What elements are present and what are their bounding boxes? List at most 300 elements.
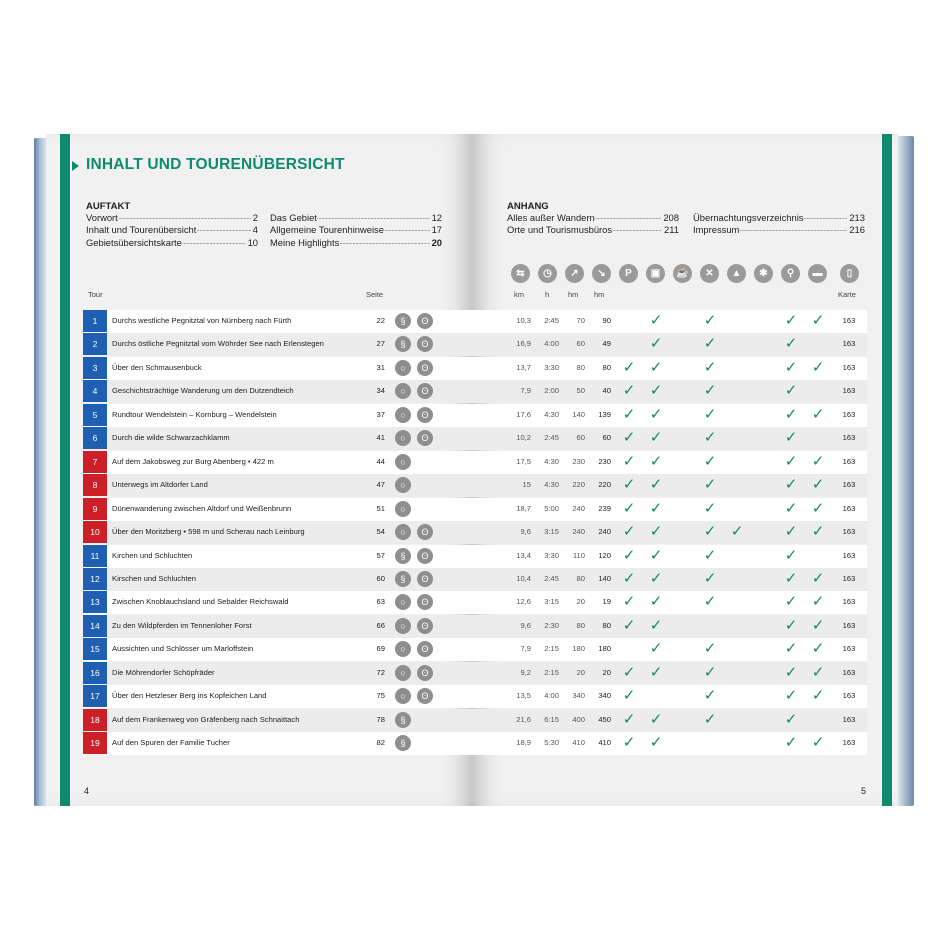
table-row[interactable]: [83, 662, 867, 685]
check-icon: ✓: [811, 687, 825, 705]
tour-km: 7,9: [520, 386, 531, 396]
tour-down: 180: [598, 644, 611, 654]
toc-entry[interactable]: Das Gebiet ..... 12: [270, 212, 442, 224]
tour-up: 140: [572, 409, 585, 419]
check-icon: ✓: [622, 687, 636, 705]
check-icon: ✓: [784, 405, 798, 423]
check-icon: ✓: [811, 663, 825, 681]
bear-icon: ʘ: [417, 336, 433, 352]
tour-name: Unterwegs im Altdorfer Land: [112, 480, 208, 490]
tour-down: 230: [598, 456, 611, 466]
table-row[interactable]: [83, 685, 867, 708]
toc-entry[interactable]: Allgemeine Tourenhinweise ..... 17: [270, 224, 442, 236]
check-icon: ✓: [649, 358, 663, 376]
check-icon: ✓: [703, 499, 717, 517]
tour-map: 163: [842, 409, 856, 419]
tour-page: 69: [376, 644, 385, 654]
check-icon: ✓: [622, 523, 636, 541]
bear-icon: ʘ: [417, 360, 433, 376]
tour-h: 4:00: [544, 691, 559, 701]
tour-name: Über den Moritzberg • 598 m und Scherau nach Leinburg: [112, 527, 305, 537]
check-icon: ✓: [703, 429, 717, 447]
tour-up: 340: [572, 691, 585, 701]
tour-page: 78: [376, 714, 385, 724]
check-icon: ✓: [784, 312, 798, 329]
tour-number: 17: [83, 685, 107, 707]
tour-h: 3:15: [544, 527, 559, 537]
check-icon: ✓: [784, 546, 798, 564]
parking-icon: P: [619, 264, 638, 283]
tour-up: 60: [576, 339, 585, 349]
tour-up: 410: [572, 738, 585, 748]
anhang-col1: [507, 212, 679, 237]
check-icon: ✓: [703, 546, 717, 564]
tour-name: Dünenwanderung zwischen Altdorf und Weißenbrunn: [112, 503, 292, 513]
tour-number: 14: [83, 615, 107, 637]
tour-up: 220: [572, 480, 585, 490]
check-icon: ✓: [784, 663, 798, 681]
family-icon: §: [395, 735, 411, 751]
check-icon: ✓: [622, 358, 636, 376]
check-icon: ✓: [649, 429, 663, 447]
hm-down-col-header: hm: [594, 290, 605, 299]
toc-entry[interactable]: Impressum ..... 216: [693, 224, 865, 236]
check-icon: ✓: [811, 734, 825, 752]
tour-page: 34: [376, 386, 385, 396]
tour-up: 240: [572, 527, 585, 537]
tour-page: 31: [376, 362, 385, 372]
tour-map: 163: [842, 386, 856, 396]
check-icon: ✓: [784, 335, 798, 353]
tour-map: 163: [842, 597, 856, 607]
km-col-header: km: [514, 290, 524, 299]
check-icon: ✓: [622, 452, 636, 470]
check-icon: ✓: [622, 569, 636, 587]
check-icon: ✓: [649, 499, 663, 517]
check-icon: ✓: [703, 523, 717, 541]
hm-up-col-header: hm: [568, 290, 579, 299]
tour-down: 139: [598, 409, 611, 419]
check-icon: ✓: [622, 546, 636, 564]
check-icon: ✓: [703, 452, 717, 470]
table-row[interactable]: [83, 427, 867, 450]
tour-up: 80: [576, 573, 585, 583]
check-icon: ✓: [703, 593, 717, 611]
check-icon: ✓: [703, 569, 717, 587]
bear-icon: ʘ: [417, 407, 433, 423]
check-icon: ✓: [784, 687, 798, 705]
check-icon: ✓: [811, 312, 825, 329]
tour-h: 4:30: [544, 456, 559, 466]
auftakt-col1: [86, 212, 258, 249]
tour-number: 2: [83, 333, 107, 355]
tour-page: 82: [376, 738, 385, 748]
tour-page: 47: [376, 480, 385, 490]
ascent-icon: ↗: [565, 264, 584, 283]
table-row[interactable]: [83, 404, 867, 427]
tour-page: 51: [376, 503, 385, 513]
circle-icon: ○: [395, 688, 411, 704]
tour-up: 50: [576, 386, 585, 396]
tour-km: 13,4: [516, 550, 531, 560]
descent-icon: ↘: [592, 264, 611, 283]
tour-h: 2:00: [544, 386, 559, 396]
tour-number: 8: [83, 474, 107, 496]
table-row[interactable]: [83, 474, 867, 497]
check-icon: ✓: [649, 382, 663, 400]
tour-down: 40: [602, 386, 611, 396]
check-icon: ✓: [784, 429, 798, 447]
tour-page: 27: [376, 339, 385, 349]
tour-up: 110: [572, 550, 585, 560]
toc-entry[interactable]: Inhalt und Tourenübersicht ..... 4: [86, 224, 258, 236]
toc-entry[interactable]: Orte und Tourismusbüros ..... 211: [507, 224, 679, 236]
tour-down: 60: [602, 433, 611, 443]
tour-map: 163: [842, 691, 856, 701]
check-icon: ✓: [784, 710, 798, 728]
check-icon: ✓: [703, 663, 717, 681]
left-green-bar: [60, 134, 70, 806]
check-icon: ✓: [622, 429, 636, 447]
check-icon: ✓: [703, 687, 717, 705]
right-green-bar: [882, 134, 892, 806]
tour-down: 120: [598, 550, 611, 560]
bear-icon: ʘ: [417, 688, 433, 704]
check-icon: ✓: [649, 523, 663, 541]
check-icon: ✓: [649, 640, 663, 658]
summit-icon: ▲: [727, 264, 746, 283]
tour-page: 22: [376, 316, 385, 325]
check-icon: ✓: [649, 452, 663, 470]
tour-page: 54: [376, 527, 385, 537]
check-icon: ✓: [703, 476, 717, 494]
tour-h: 2:30: [544, 620, 559, 630]
check-icon: ✓: [622, 710, 636, 728]
right-page-edges: [896, 136, 914, 806]
restaurant-icon: ☕: [673, 264, 692, 283]
tour-name: Die Möhrendorfer Schöpfräder: [112, 667, 215, 677]
circle-icon: ○: [395, 430, 411, 446]
tour-number: 19: [83, 732, 107, 754]
tour-name: Über den Schmausenbuck: [112, 362, 202, 372]
check-icon: ✓: [784, 616, 798, 634]
table-row[interactable]: [83, 638, 867, 661]
tour-h: 4:30: [544, 409, 559, 419]
family-icon: §: [395, 336, 411, 352]
check-icon: ✓: [784, 476, 798, 494]
tour-number: 18: [83, 709, 107, 731]
tour-map: 163: [842, 503, 856, 513]
tour-number: 12: [83, 568, 107, 590]
check-icon: ✓: [703, 382, 717, 400]
tour-name: Zu den Wildpferden im Tennenloher Forst: [112, 620, 252, 630]
tour-h: 5:00: [544, 503, 559, 513]
tour-down: 80: [602, 620, 611, 630]
table-row[interactable]: [83, 498, 867, 521]
tour-km: 10,3: [516, 316, 531, 325]
toc-entry[interactable]: Alles außer Wandern ..... 208: [507, 212, 679, 224]
bear-icon: ʘ: [417, 641, 433, 657]
check-icon: ✓: [784, 358, 798, 376]
tour-up: 230: [572, 456, 585, 466]
tour-up: 70: [576, 316, 585, 325]
check-icon: ✓: [811, 358, 825, 376]
tour-name: Auf den Spuren der Familie Tucher: [112, 738, 230, 748]
karte-col-header: Karte: [838, 290, 856, 299]
check-icon: ✓: [784, 523, 798, 541]
tour-page: 63: [376, 597, 385, 607]
tour-map: 163: [842, 456, 856, 466]
tour-number: 3: [83, 357, 107, 379]
tour-name: Kirchen und Schluchten: [112, 550, 193, 560]
tour-down: 80: [602, 362, 611, 372]
tour-down: 49: [602, 339, 611, 349]
check-icon: ✓: [703, 335, 717, 353]
tour-name: Durchs westliche Pegnitztal von Nürnberg nach Fürth: [112, 316, 292, 325]
tour-name: Aussichten und Schlösser um Marloffstein: [112, 644, 254, 654]
tour-down: 90: [602, 316, 611, 325]
bear-icon: ʘ: [417, 665, 433, 681]
circle-icon: ○: [395, 501, 411, 517]
circle-icon: ○: [395, 383, 411, 399]
anhang-heading: ANHANG: [507, 201, 549, 212]
tour-km: 21,6: [516, 714, 531, 724]
bear-icon: ʘ: [417, 430, 433, 446]
check-icon: ✓: [703, 312, 717, 329]
tour-up: 60: [576, 433, 585, 443]
check-icon: ✓: [622, 499, 636, 517]
check-icon: ✓: [649, 546, 663, 564]
check-icon: ✓: [811, 405, 825, 423]
signpost-icon: ⇆: [511, 264, 530, 283]
check-icon: ✓: [784, 640, 798, 658]
tour-down: 239: [598, 503, 611, 513]
tour-down: 450: [598, 714, 611, 724]
tour-h: 3:15: [544, 597, 559, 607]
tour-map: 163: [842, 620, 856, 630]
tour-map: 163: [842, 644, 856, 654]
check-icon: ✓: [784, 734, 798, 752]
tour-page: 72: [376, 667, 385, 677]
family-icon: §: [395, 313, 411, 329]
tour-up: 400: [572, 714, 585, 724]
tour-up: 80: [576, 362, 585, 372]
tour-number: 10: [83, 521, 107, 543]
tour-name: Zwischen Knoblauchsland und Sebalder Reichswald: [112, 597, 289, 607]
family-icon: §: [395, 548, 411, 564]
table-row[interactable]: [83, 732, 867, 755]
clock-icon: ◷: [538, 264, 557, 283]
check-icon: ✓: [649, 663, 663, 681]
check-icon: ✓: [703, 405, 717, 423]
tour-name: Auf dem Frankenweg von Gräfenberg nach Schnaittach: [112, 714, 300, 724]
tour-up: 20: [576, 667, 585, 677]
tour-km: 13,5: [516, 691, 531, 701]
tour-page: 75: [376, 691, 385, 701]
tour-name: Auf dem Jakobsweg zur Burg Abenberg • 422 m: [112, 456, 274, 466]
tour-number: 9: [83, 498, 107, 520]
check-icon: ✓: [649, 335, 663, 353]
tour-h: 2:15: [544, 667, 559, 677]
check-icon: ✓: [730, 523, 744, 541]
tour-h: 4:00: [544, 339, 559, 349]
tour-number: 16: [83, 662, 107, 684]
tour-km: 18,9: [516, 738, 531, 748]
tour-page: 66: [376, 620, 385, 630]
tour-name: Geschichtsträchtige Wanderung um den Dutzendteich: [112, 386, 294, 396]
table-row[interactable]: [83, 591, 867, 614]
tour-up: 80: [576, 620, 585, 630]
check-icon: ✓: [784, 499, 798, 517]
tour-map: 163: [842, 738, 856, 748]
tour-name: Kirschen und Schluchten: [112, 573, 197, 583]
tour-map: 163: [842, 573, 856, 583]
check-icon: ✓: [811, 569, 825, 587]
tour-page: 37: [376, 409, 385, 419]
tour-map: 163: [842, 362, 856, 372]
tour-number: 15: [83, 638, 107, 660]
toc-entry[interactable]: Vorwort ..... 2: [86, 212, 258, 224]
circle-icon: ○: [395, 477, 411, 493]
check-icon: ✓: [811, 593, 825, 611]
tour-number: 1: [83, 310, 107, 332]
bear-icon: ʘ: [417, 618, 433, 634]
tour-h: 6:15: [544, 714, 559, 724]
check-icon: ✓: [622, 616, 636, 634]
tour-km: 7,9: [520, 644, 531, 654]
tour-name: Rundtour Wendelstein – Kornburg – Wendelstein: [112, 409, 277, 419]
anhang-col2: [693, 212, 865, 237]
tour-down: 410: [598, 738, 611, 748]
tour-name: Über den Hetzleser Berg ins Kopfeichen Land: [112, 691, 267, 701]
check-icon: ✓: [811, 616, 825, 634]
tour-page: 41: [376, 433, 385, 443]
tour-down: 140: [598, 573, 611, 583]
check-icon: ✓: [784, 452, 798, 470]
table-row[interactable]: [83, 709, 867, 732]
table-row[interactable]: [83, 451, 867, 474]
check-icon: ✓: [649, 405, 663, 423]
tour-map: 163: [842, 714, 856, 724]
stroller-icon: ▬: [808, 264, 827, 283]
tour-page: 60: [376, 573, 385, 583]
tour-name: Durchs östliche Pegnitztal vom Wöhrder See nach Erlenstegen: [112, 339, 324, 349]
bicycle-icon: ⚲: [781, 264, 800, 283]
table-row[interactable]: [83, 310, 867, 333]
tour-up: 180: [572, 644, 585, 654]
family-icon: §: [395, 571, 411, 587]
table-row[interactable]: [83, 545, 867, 568]
tour-down: 340: [598, 691, 611, 701]
check-icon: ✓: [811, 476, 825, 494]
tour-map: 163: [842, 550, 856, 560]
table-row[interactable]: [83, 380, 867, 403]
tour-h: 5:30: [544, 738, 559, 748]
circle-icon: ○: [395, 454, 411, 470]
check-icon: ✓: [649, 593, 663, 611]
tour-km: 9,2: [520, 667, 531, 677]
tour-map: 163: [842, 316, 856, 325]
tour-h: 2:15: [544, 644, 559, 654]
circle-icon: ○: [395, 524, 411, 540]
tour-h: 2:45: [544, 573, 559, 583]
h-col-header: h: [545, 290, 550, 299]
circle-icon: ○: [395, 641, 411, 657]
circle-icon: ○: [395, 618, 411, 634]
bear-icon: ʘ: [417, 548, 433, 564]
check-icon: ✓: [622, 382, 636, 400]
map-icon: ▯: [840, 264, 859, 283]
right-page-number: 5: [861, 786, 867, 796]
tour-h: 3:30: [544, 362, 559, 372]
tour-km: 12,6: [516, 597, 531, 607]
tour-number: 7: [83, 451, 107, 473]
tour-km: 18,7: [516, 503, 531, 513]
tour-km: 15: [522, 480, 531, 490]
tour-up: 240: [572, 503, 585, 513]
auftakt-heading: AUFTAKT: [86, 201, 131, 212]
bear-icon: ʘ: [417, 571, 433, 587]
check-icon: ✓: [622, 405, 636, 423]
tour-col-header: Tour: [88, 290, 103, 299]
check-icon: ✓: [784, 569, 798, 587]
tour-number: 11: [83, 545, 107, 567]
check-icon: ✓: [703, 358, 717, 376]
tour-up: 20: [576, 597, 585, 607]
left-page-number: 4: [84, 786, 90, 796]
check-icon: ✓: [811, 499, 825, 517]
toc-entry[interactable]: Übernachtungsverzeichnis ..... 213: [693, 212, 865, 224]
tour-h: 2:45: [544, 316, 559, 325]
bear-icon: ʘ: [417, 594, 433, 610]
check-icon: ✓: [649, 616, 663, 634]
tour-page: 57: [376, 550, 385, 560]
check-icon: ✓: [649, 476, 663, 494]
toc-entry[interactable]: Gebietsübersichtskarte ..... 10: [86, 237, 258, 249]
tour-km: 10,2: [516, 433, 531, 443]
bear-icon: ʘ: [417, 383, 433, 399]
tour-map: 163: [842, 667, 856, 677]
table-row[interactable]: [83, 521, 867, 544]
bear-icon: ʘ: [417, 524, 433, 540]
check-icon: ✓: [622, 593, 636, 611]
table-row[interactable]: [83, 333, 867, 356]
check-icon: ✓: [811, 640, 825, 658]
bear-icon: ʘ: [417, 313, 433, 329]
tour-down: 20: [602, 667, 611, 677]
tour-name: Durch die wilde Schwarzachklamm: [112, 433, 230, 443]
tour-number: 5: [83, 404, 107, 426]
tour-number: 13: [83, 591, 107, 613]
check-icon: ✓: [784, 593, 798, 611]
check-icon: ✓: [811, 523, 825, 541]
tour-page: 44: [376, 456, 385, 466]
tour-down: 220: [598, 480, 611, 490]
table-row[interactable]: [83, 615, 867, 638]
check-icon: ✓: [784, 382, 798, 400]
tour-down: 19: [602, 597, 611, 607]
tour-down: 240: [598, 527, 611, 537]
check-icon: ✓: [703, 640, 717, 658]
check-icon: ✓: [703, 710, 717, 728]
table-row[interactable]: [83, 357, 867, 380]
auftakt-col2: [270, 212, 442, 249]
check-icon: ✓: [649, 734, 663, 752]
toc-entry[interactable]: Meine Highlights ..... 20: [270, 237, 442, 249]
check-icon: ✓: [649, 710, 663, 728]
tour-map: 163: [842, 339, 856, 349]
table-row[interactable]: [83, 568, 867, 591]
